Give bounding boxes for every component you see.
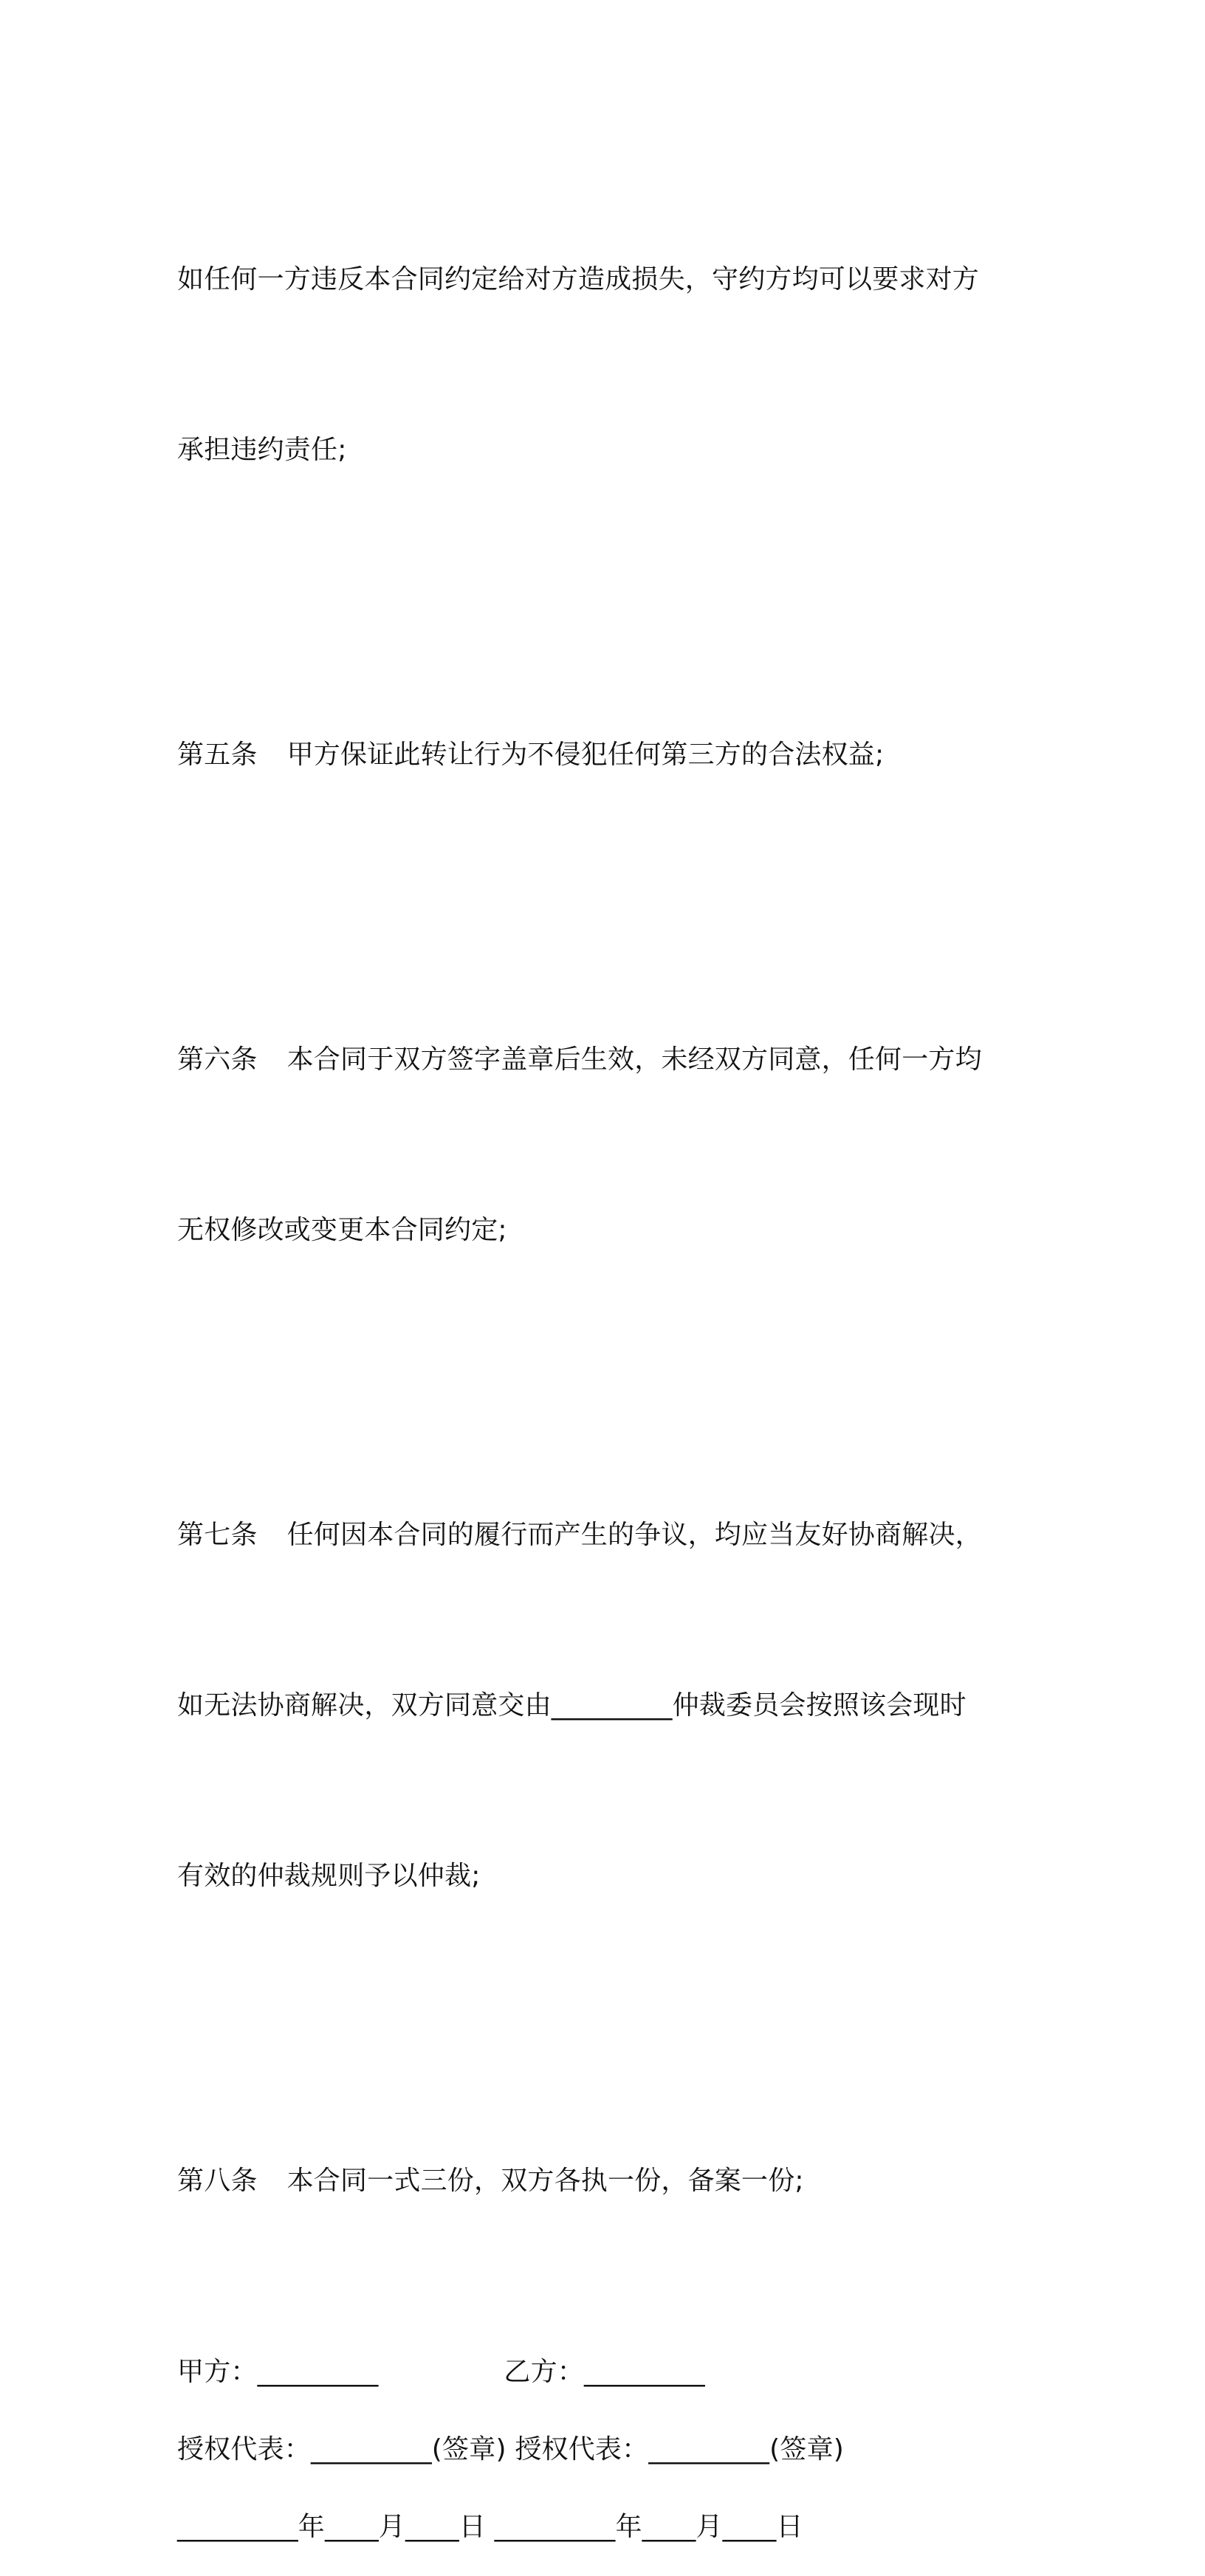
clause-7-line-2: 如无法协商解决，双方同意交由_________仲裁委员会按照该会现时 <box>177 1690 967 1721</box>
clause-7-label: 第七条 <box>177 1520 258 1550</box>
clause-7-line-1 <box>177 1506 1019 1563</box>
clause-5-line-1 <box>177 726 1019 783</box>
date-row: _________年____月____日 _________年____月____日 <box>177 2512 803 2542</box>
clause-5-text: 甲方保证此转让行为不侵犯任何第三方的合法权益; <box>286 740 885 770</box>
clause-8-text: 本合同一式三份，双方各执一份，备案一份; <box>286 2166 804 2196</box>
clause-4-continuation <box>177 137 1019 592</box>
contract-body <box>177 137 1019 2576</box>
clause-7-text-1: 任何因本合同的履行而产生的争议，均应当友好协商解决， <box>286 1520 982 1550</box>
clause-8 <box>177 2039 1019 2323</box>
clause-6 <box>177 917 1019 1372</box>
clause-7 <box>177 1393 1019 2018</box>
clause-6-label: 第六条 <box>177 1044 258 1075</box>
clause-6-line-2: 无权修改或变更本合同约定; <box>177 1215 507 1245</box>
clause-4-line-2: 承担违约责任; <box>177 435 347 465</box>
clause-5 <box>177 613 1019 897</box>
party-b-field: 乙方：_________ <box>504 2357 705 2387</box>
representative-row: 授权代表：_________(签章) 授权代表：_________(签章) <box>177 2434 845 2465</box>
clause-6-line-1 <box>177 1031 1019 1088</box>
party-a-field: 甲方：_________ <box>177 2357 379 2387</box>
clause-8-label: 第八条 <box>177 2166 258 2196</box>
clause-6-text-1: 本合同于双方签字盖章后生效，未经双方同意，任何一方均 <box>286 1044 982 1075</box>
clause-5-label: 第五条 <box>177 740 258 770</box>
clause-7-line-3: 有效的仲裁规则予以仲裁; <box>177 1861 481 1891</box>
clause-8-line-1 <box>177 2152 1019 2209</box>
clause-4-line-1: 如任何一方违反本合同约定给对方造成损失，守约方均可以要求对方 <box>177 264 980 295</box>
party-signature-row <box>177 2343 1019 2400</box>
